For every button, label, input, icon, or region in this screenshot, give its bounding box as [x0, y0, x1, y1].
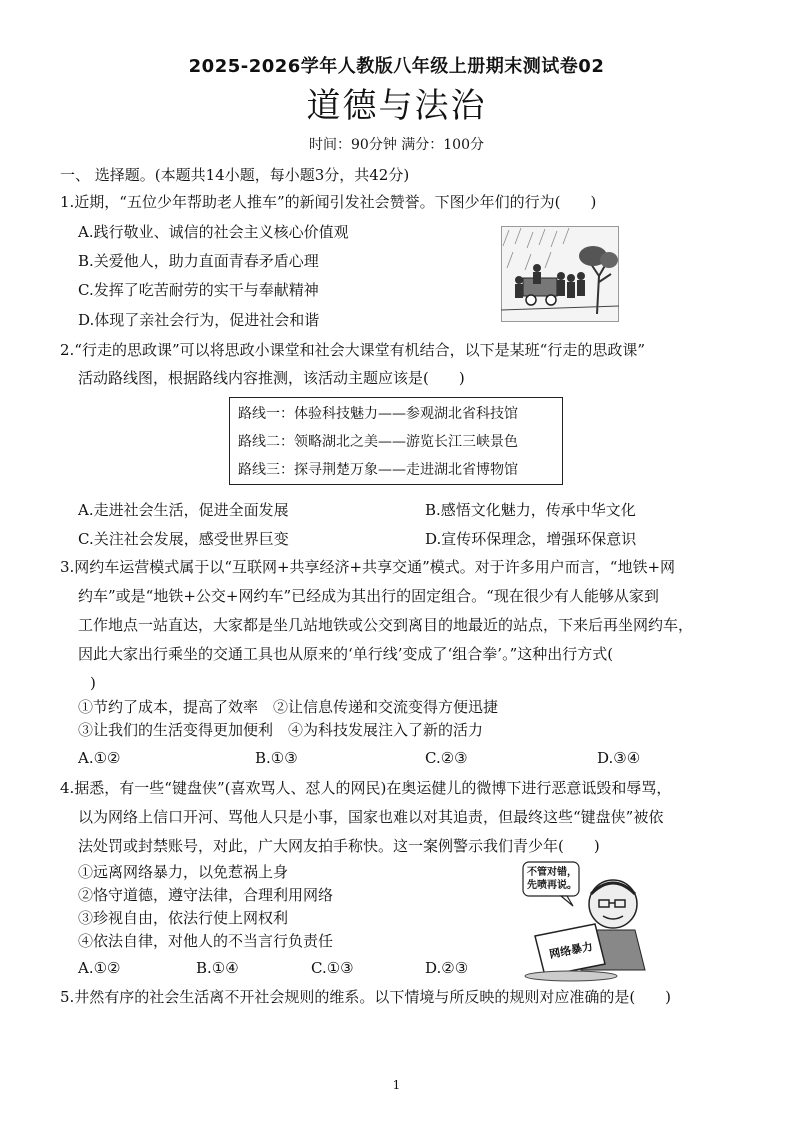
- exam-title: 2025-2026学年人教版八年级上册期末测试卷02: [188, 56, 605, 77]
- q2-option-d: D.宣传环保理念，增强环保意识: [425, 530, 637, 548]
- q4-option-a: A.①②: [78, 959, 121, 977]
- q2-option-b: B.感悟文化魅力，传承中华文化: [425, 501, 636, 519]
- q3-option-a: A.①②: [78, 749, 121, 767]
- cartoon-sign-text: 网络暴力: [548, 939, 594, 962]
- subject-title: 道德与法治: [306, 86, 487, 126]
- q3-statements-1: ①节约了成本，提高了效率 ②让信息传递和交流变得方便迅捷: [78, 698, 499, 716]
- exam-meta: 时间：90分钟 满分：100分: [309, 137, 484, 153]
- q4-statement-1: ①远离网络暴力，以免惹祸上身: [78, 863, 289, 881]
- q3-stem-line2: 约车”或是“地铁+公交+网约车”已经成为其出行的固定组合。“现在很少有人能够从家到: [78, 587, 659, 605]
- q3-statements-2: ③让我们的生活变得更加便利 ④为科技发展注入了新的活力: [78, 721, 484, 739]
- q4-statement-2: ②恪守道德，遵守法律，合理利用网络: [78, 886, 334, 904]
- q4-stem-line1: 4.据悉，有一些“键盘侠”(喜欢骂人、怼人的网民)在奥运健儿的微博下进行恶意诋毁和辱骂，: [60, 779, 672, 797]
- cartoon-bubble-line1: 不管对错，: [527, 867, 577, 878]
- q3-option-d: D.③④: [597, 749, 641, 767]
- q1-option-b: B.关爱他人，助力直面青春矛盾心理: [78, 252, 319, 270]
- q4-option-c: C.①③: [311, 959, 354, 977]
- q3-stem-line4: 因此大家出行乘坐的交通工具也从原来的‘单行线’变成了‘组合拳’。”这种出行方式(: [78, 645, 614, 663]
- q1-option-c: C.发挥了吃苦耐劳的实干与奉献精神: [78, 281, 319, 299]
- q3-stem-line1: 3.网约车运营模式属于以“互联网+共享经济+共享交通”模式。对于许多用户而言，“地铁+网: [60, 558, 676, 576]
- q4-stem-line3: 法处罚或封禁账号，对此，广大网友拍手称快。这一案例警示我们青少年( ): [78, 837, 600, 855]
- route-3: 路线三：探寻荆楚万象——走进湖北省博物馆: [238, 462, 518, 478]
- q4-statement-3: ③珍视自由，依法行使上网权利: [78, 909, 289, 927]
- q1-stem: 1.近期，“五位少年帮助老人推车”的新闻引发社会赞誉。下图少年们的行为( ): [60, 193, 597, 211]
- q4-statement-4: ④依法自律，对他人的不当言行负责任: [78, 932, 334, 950]
- q4-cartoon: [521, 860, 649, 982]
- q1-illustration: [501, 226, 619, 322]
- q2-option-c: C.关注社会发展，感受世界巨变: [78, 530, 289, 548]
- route-map-box: [229, 397, 563, 485]
- route-2: 路线二：领略湖北之美——游览长江三峡景色: [238, 434, 518, 450]
- q3-option-c: C.②③: [425, 749, 468, 767]
- q4-option-b: B.①④: [196, 959, 239, 977]
- q4-stem-line2: 以为网络上信口开河、骂他人只是小事，国家也难以对其追责，但最终这些“键盘侠”被依: [78, 808, 664, 826]
- q3-option-b: B.①③: [255, 749, 298, 767]
- page-number: 1: [392, 1078, 401, 1092]
- cartoon-bubble-line2: 先喷再说。: [527, 880, 577, 891]
- q5-stem: 5.井然有序的社会生活离不开社会规则的维系。以下情境与所反映的规则对应准确的是( ): [60, 988, 672, 1006]
- route-1: 路线一：体验科技魅力——参观湖北省科技馆: [238, 406, 518, 422]
- q2-stem-line2: 活动路线图，根据路线内容推测，该活动主题应该是( ): [78, 369, 465, 387]
- q2-stem-line1: 2.“行走的思政课”可以将思政小课堂和社会大课堂有机结合，以下是某班“行走的思政课”: [60, 341, 645, 359]
- pushing-cart-image: [501, 226, 619, 322]
- q4-option-d: D.②③: [425, 959, 469, 977]
- q1-option-a: A.践行敬业、诚信的社会主义核心价值观: [78, 223, 349, 241]
- q3-stem-line5: ): [90, 674, 96, 692]
- q3-stem-line3: 工作地点一站直达，大家都是坐几站地铁或公交到离目的地最近的站点，下来后再坐网约车，: [78, 616, 694, 634]
- q1-option-d: D.体现了亲社会行为，促进社会和谐: [78, 311, 320, 329]
- section-heading: 一、 选择题。(本题共14小题，每小题3分，共42分): [60, 166, 410, 184]
- q2-option-a: A.走进社会生活，促进全面发展: [78, 501, 289, 519]
